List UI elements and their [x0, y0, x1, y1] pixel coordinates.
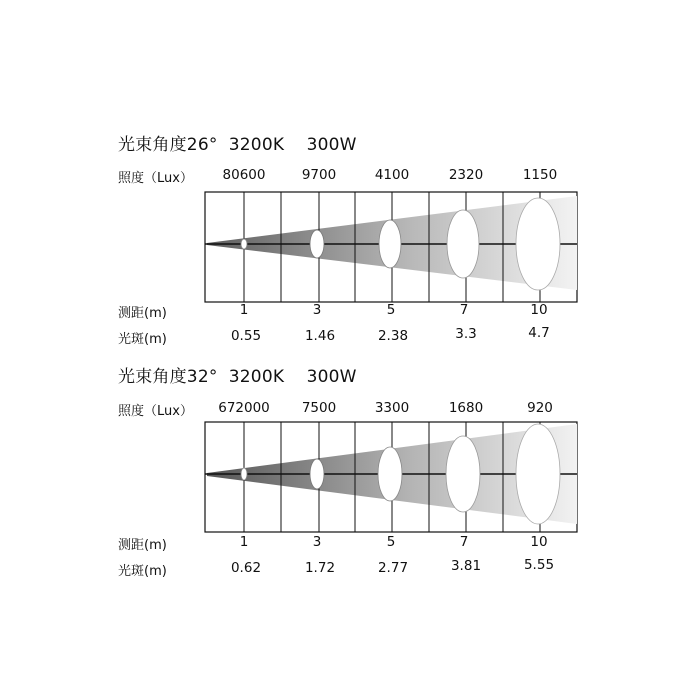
lux-value: 1680 — [448, 400, 484, 416]
lux-value: 9700 — [301, 167, 337, 183]
beam-diagram — [0, 362, 700, 592]
lux-value: 3300 — [374, 400, 410, 416]
lux-value: 1150 — [522, 167, 558, 183]
light-spot — [241, 239, 247, 249]
lux-value: 80600 — [222, 167, 266, 183]
spot-value: 1.46 — [304, 328, 336, 344]
light-spot — [379, 220, 401, 268]
spot-value: 1.72 — [304, 560, 336, 576]
spot-value: 3.81 — [450, 558, 482, 574]
light-spot — [516, 198, 560, 290]
spot-value: 5.55 — [523, 557, 555, 573]
light-spot — [241, 468, 247, 480]
lux-row-label: 照度（Lux） — [118, 171, 193, 186]
lux-value: 2320 — [448, 167, 484, 183]
distance-row-label: 测距(m) — [118, 306, 167, 321]
spot-value: 0.62 — [230, 560, 262, 576]
distance-value: 7 — [459, 302, 469, 318]
distance-value: 3 — [312, 302, 322, 318]
spot-row-label: 光斑(m) — [118, 332, 167, 347]
distance-value: 5 — [386, 302, 396, 318]
lux-value: 920 — [527, 400, 553, 416]
distance-value: 1 — [239, 534, 249, 550]
spot-value: 2.77 — [377, 560, 409, 576]
color-temperature: 3200K — [228, 135, 285, 155]
spot-value: 4.7 — [528, 325, 550, 341]
light-spot — [516, 424, 560, 524]
power-rating: 300W — [306, 367, 357, 387]
light-spot — [310, 459, 324, 489]
lux-row-label: 照度（Lux） — [118, 404, 193, 419]
lux-value: 4100 — [374, 167, 410, 183]
power-rating: 300W — [306, 135, 357, 155]
spot-value: 0.55 — [230, 328, 262, 344]
beam-angle-label: 光束角度26° — [118, 135, 218, 155]
light-spot — [447, 210, 479, 278]
distance-value: 1 — [239, 302, 249, 318]
distance-value: 7 — [459, 534, 469, 550]
beam-angle-label: 光束角度32° — [118, 367, 218, 387]
light-spot — [310, 230, 324, 258]
distance-value: 3 — [312, 534, 322, 550]
color-temperature: 3200K — [228, 367, 285, 387]
spot-value: 2.38 — [377, 328, 409, 344]
distance-row-label: 测距(m) — [118, 538, 167, 553]
distance-value: 10 — [530, 534, 548, 550]
light-spot — [378, 447, 402, 501]
spot-value: 3.3 — [455, 326, 477, 342]
lux-value: 672000 — [218, 400, 270, 416]
spot-row-label: 光斑(m) — [118, 564, 167, 579]
lux-value: 7500 — [301, 400, 337, 416]
beam-diagram — [0, 130, 700, 360]
distance-value: 10 — [530, 302, 548, 318]
light-spot — [446, 436, 480, 512]
distance-value: 5 — [386, 534, 396, 550]
